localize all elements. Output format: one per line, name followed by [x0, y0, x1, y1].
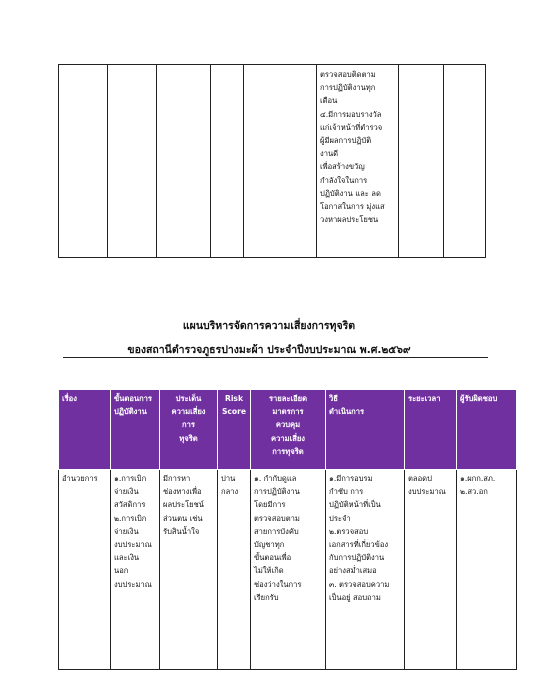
cell-text-line: กับการปฏิบัติงาน: [329, 553, 385, 563]
cell-text-line: ปฏิบัติหน้าที่เป็น: [329, 500, 381, 510]
cell-text-line: ส่วนตน เช่น: [163, 513, 203, 523]
table-row: [59, 65, 486, 258]
cell-text-line: เรียกรับ: [254, 592, 279, 602]
header-text-line: ผู้รับผิดชอบ: [460, 394, 498, 403]
table-cell: [59, 65, 108, 258]
cell-text-line: งบประมาณ: [408, 487, 446, 497]
cell-text-line: ๔.มีการมอบรางวัล: [320, 109, 382, 119]
cell-text-line: ๒.สว.อก: [460, 487, 488, 497]
header-text-line: ทุจริต: [179, 433, 198, 443]
cell-text-line: อำนวยการ: [62, 474, 98, 483]
cell-text-line: ปฏิบัติงาน และ ลด: [320, 188, 381, 198]
cell-text-line: วงหาผลประโยชน: [320, 215, 379, 225]
header-procedure: [111, 390, 160, 470]
cell-text-line: นอก: [114, 566, 129, 576]
cell-text-line: การปฏิบัติงาน: [254, 487, 300, 497]
table-cell: [108, 65, 157, 258]
header-text-line: ระยะเวลา: [408, 394, 441, 403]
header-text-line: การทุจริต: [272, 446, 304, 456]
cell-text-line: โดยมีการ: [254, 500, 286, 510]
header-control-details: [251, 390, 326, 470]
cell-text-line: สายการบังคับ: [254, 526, 299, 536]
cell-text-line: ๑.มีการอบรม: [329, 474, 373, 483]
table-cell: [444, 65, 486, 258]
header-text-line: วิธี: [329, 394, 338, 403]
cell-text-line: จ่ายเงิน: [114, 526, 139, 536]
header-text-line: การ: [182, 420, 195, 430]
method-cell: [317, 65, 399, 258]
cell-text-line: มีการหา: [163, 474, 191, 483]
cell-text-line: ๒.ตรวจสอบ: [329, 526, 369, 536]
title-underline: [63, 357, 488, 358]
cell-text-line: ๑. กำกับดูแล: [254, 474, 297, 483]
cell-text-line: อย่างสม่ำเสมอ: [329, 566, 377, 576]
page-subtitle: ของสถานีตำรวจภูธรปางมะผ้า ประจำปีงบประมาณ พ.ศ.๒๕๖๙: [127, 344, 411, 356]
header-text-line: ความเสี่ยง: [171, 407, 206, 417]
page-title: แผนบริหารจัดการความเสี่ยงการทุจริต: [182, 320, 356, 332]
cell-text-line: งบประมาณ: [114, 540, 152, 550]
cell-text-line: ๒.การเบิก: [114, 513, 147, 523]
cell-risk-issue: [160, 470, 218, 670]
cell-text-line: โอกาสในการ มุ่งแส: [320, 202, 385, 212]
cell-topic: [59, 470, 111, 670]
table-cell: [211, 65, 244, 258]
table-cell: [157, 65, 211, 258]
cell-text-line: ช่องว่างในการ: [254, 579, 302, 589]
header-risk-score: [218, 390, 251, 470]
table-row: [59, 470, 517, 670]
cell-text-line: กำชับ การ: [329, 487, 364, 497]
header-text-line: ดำเนินการ: [329, 407, 365, 417]
table-header-row: [59, 390, 517, 470]
header-text-line: ประเด็น: [175, 394, 202, 403]
header-text-line: ความเสี่ยง: [270, 433, 305, 443]
cell-text-line: เพื่อสร้างขวัญ: [320, 162, 365, 172]
cell-text-line: งานดี: [320, 149, 339, 159]
cell-text-line: เอกสารที่เกี่ยวข้อง: [329, 540, 389, 550]
cell-text-line: ตรวจสอบตาม: [254, 513, 300, 523]
cell-text-line: บัญชาทุก: [254, 540, 285, 550]
header-duration: [405, 390, 457, 470]
cell-procedure: [111, 470, 160, 670]
header-text-line: รายละเอียด: [268, 394, 308, 403]
cell-text-line: ช่องทางเพื่อ: [163, 487, 202, 497]
cell-text-line: และเงิน: [114, 553, 140, 563]
cell-text-line: ตลอดป: [408, 474, 432, 483]
cell-responsible: [457, 470, 517, 670]
cell-text-line: กลาง: [221, 487, 239, 497]
header-text-line: ควบคุม: [275, 420, 301, 430]
header-responsible: [457, 390, 517, 470]
cell-text-line: จ่ายเงิน: [114, 487, 139, 497]
cell-text-line: เป็นอยู่ สอบถาม: [329, 592, 381, 602]
cell-control-details: [251, 470, 326, 670]
cell-text-line: การปฏิบัติงานทุก: [320, 83, 376, 93]
cell-text-line: รับสินน้ำใจ: [163, 526, 200, 536]
continuation-table: [58, 64, 486, 258]
cell-text-line: แก่เจ้าหน้าที่ตำรวจ: [320, 122, 383, 132]
header-text-line: มาตรการ: [272, 407, 304, 417]
cell-text-line: งบประมาณ: [114, 579, 152, 589]
table-cell: [244, 65, 317, 258]
header-text-line: Score: [221, 407, 247, 417]
cell-text-line: ๑.ผกก.สภ.: [460, 474, 496, 483]
cell-text-line: ตรวจสอบติดตาม: [320, 70, 376, 79]
cell-text-line: ผู้มีผลการปฏิบัติ: [320, 136, 372, 146]
cell-text-line: กำลังใจในการ: [320, 175, 368, 185]
header-text-line: ขั้นตอนการ: [114, 394, 153, 403]
cell-text-line: ไม่ให้เกิด: [254, 566, 284, 576]
cell-text-line: เดือน: [320, 96, 338, 106]
table-cell: [399, 65, 444, 258]
cell-text-line: ขั้นตอนเพื่อ: [254, 553, 292, 563]
header-topic: [59, 390, 111, 470]
cell-text-line: ผลประโยชน์: [163, 500, 204, 510]
cell-method: [326, 470, 405, 670]
cell-text-line: สวัสดิการ: [114, 500, 146, 510]
cell-text-line: ๓. ตรวจสอบความ: [329, 579, 390, 589]
risk-plan-table: [58, 389, 517, 670]
header-text-line: ปฏิบัติงาน: [114, 407, 147, 417]
cell-text-line: ประจำ: [329, 513, 351, 523]
cell-duration: [405, 470, 457, 670]
cell-text-line: ๑.การเบิก: [114, 474, 147, 483]
header-text-line: เรื่อง: [62, 394, 77, 403]
header-text-line: Risk: [224, 394, 244, 403]
cell-text-line: ปาน: [221, 474, 236, 483]
header-risk-issue: [160, 390, 218, 470]
header-method: [326, 390, 405, 470]
cell-risk-score: [218, 470, 251, 670]
